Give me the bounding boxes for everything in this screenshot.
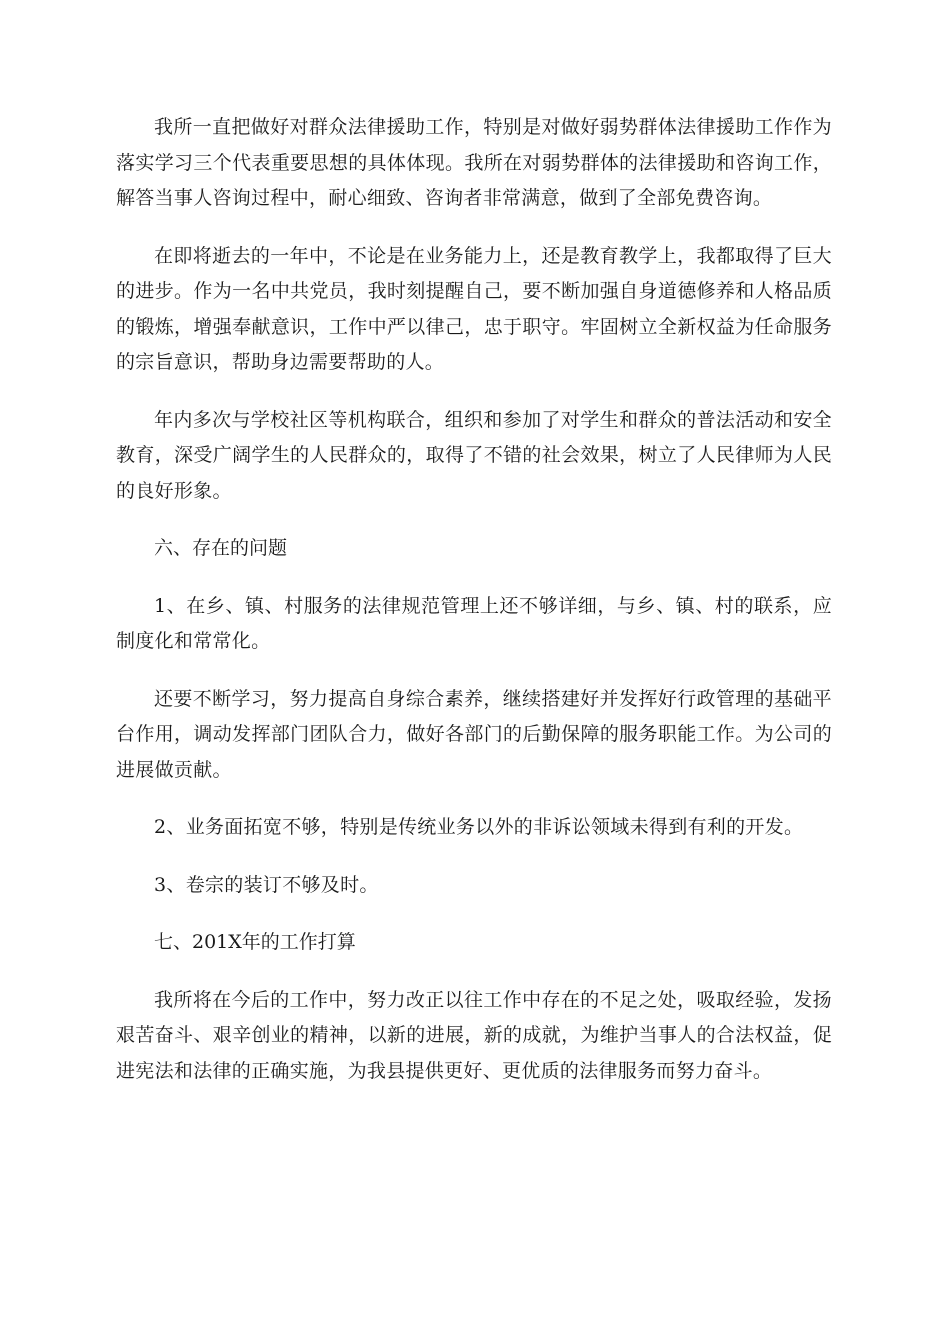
paragraph-problem-3: 3、卷宗的装订不够及时。 [154, 873, 379, 896]
paragraph-problem-1: 1、在乡、镇、村服务的法律规范管理上还不够详细，与乡、镇、村的联系，应制度化和常常化。 [116, 594, 832, 652]
section-heading-work-plan: 七、201X年的工作打算 [154, 931, 356, 953]
paragraph-problem-2: 2、业务面拓宽不够，特别是传统业务以外的非诉讼领域未得到有利的开发。 [154, 816, 804, 838]
paragraph-legal-aid: 我所一直把做好对群众法律援助工作，特别是对做好弱势群体法律援助工作作为落实学习三个代表重要思想的具体体现。我所在对弱势群体的法律援助和咨询工作，解答当事人咨询过程中，耐心细致、咨询者非常满意，做到了全部免费咨询。 [116, 116, 832, 209]
paragraph-community-outreach: 年内多次与学校社区等机构联合，组织和参加了对学生和群众的普法活动和安全教育，深受广阔学生的人民群众的，取得了不错的社会效果，树立了人民律师为人民的良好形象。 [116, 408, 832, 502]
paragraph-work-plan: 我所将在今后的工作中，努力改正以往工作中存在的不足之处，吸取经验，发扬艰苦奋斗、艰辛创业的精神，以新的进展，新的成就，为维护当事人的合法权益，促进宪法和法律的正确实施，为我县提供更好、更优质的法律服务而努力奋斗。 [116, 988, 832, 1082]
paragraph-continue-learning: 还要不断学习，努力提高自身综合素养，继续搭建好并发挥好行政管理的基础平台作用，调动发挥部门团队合力，做好各部门的后勤保障的服务职能工作。为公司的进展做贡献。 [116, 687, 832, 781]
document-body [116, 110, 832, 1111]
section-heading-problems: 六、存在的问题 [154, 537, 288, 559]
paragraph-year-progress: 在即将逝去的一年中，不论是在业务能力上，还是教育教学上，我都取得了巨大的进步。作为一名中共党员，我时刻提醒自己，要不断加强自身道德修养和人格品质的锻炼，增强奉献意识，工作中严以律己，忠于职守。牢固树立全新权益为任命服务的宗旨意识，帮助身边需要帮助的人。 [116, 244, 832, 373]
